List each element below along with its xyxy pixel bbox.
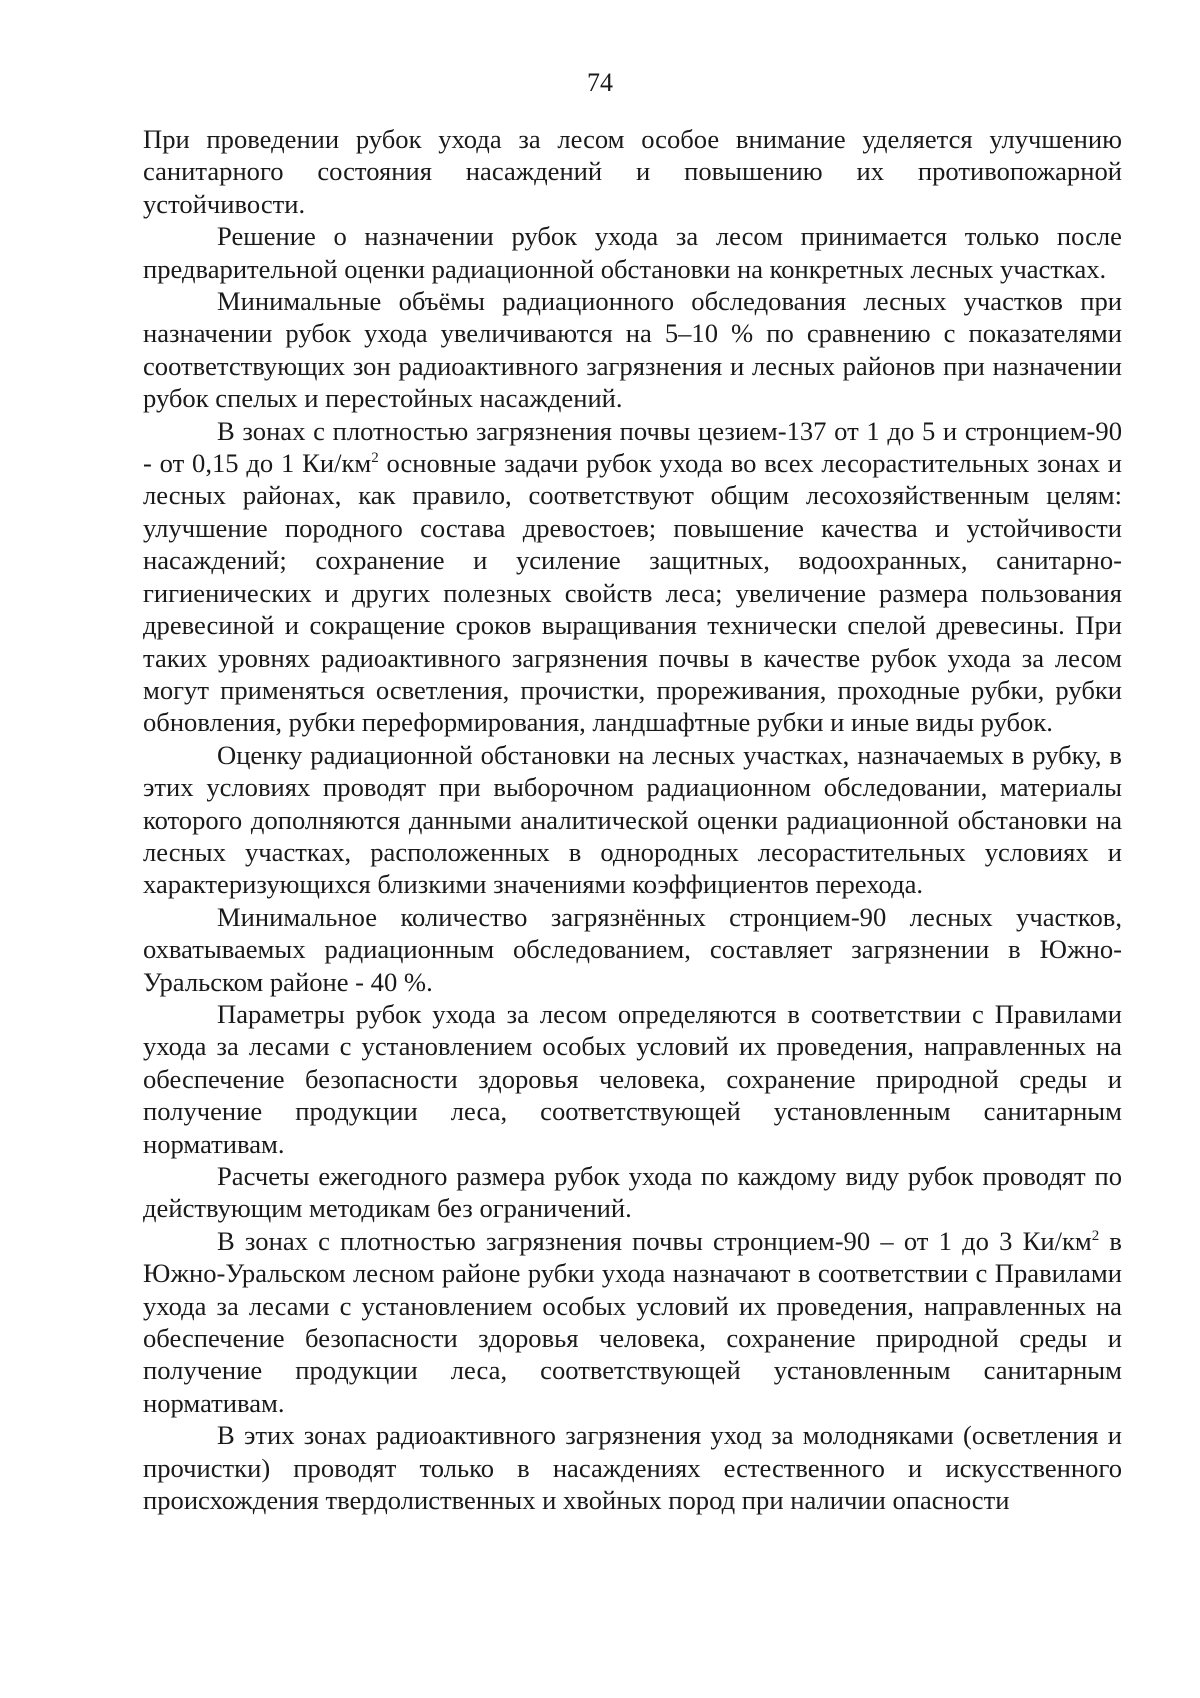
superscript: 2 — [1091, 1227, 1100, 1244]
text-run: в Южно-Уральском лесном районе рубки ухода назначают в соответствии с Правилами ухода за лесами с установлением особых условий их проведения, направленных на обеспечение безопасности здоровья человека, сохранение природной среды и получение продукции леса, соответствующей установленным санитарным нормативам. — [143, 1225, 1122, 1418]
paragraph — [143, 998, 1122, 1160]
paragraph — [143, 739, 1122, 901]
text-run: В зонах с плотностью загрязнения почвы стронцием-90 – от 1 до 3 Ки/км — [217, 1225, 1092, 1256]
document-body — [143, 123, 1122, 1516]
paragraph — [143, 1419, 1122, 1516]
text-run: Минимальные объёмы радиационного обследования лесных участков при назначении рубок ухода увеличиваются на 5–10 % по сравнению с показателями соответствующих зон радиоактивного загрязнения и лесных районов при назначении рубок спелых и перестойных насаждений. — [143, 286, 1122, 414]
text-run: При проведении рубок ухода за лесом особое внимание уделяется улучшению санитарного состояния насаждений и повышению их противопожарной устойчивости. — [143, 124, 1122, 219]
paragraph — [143, 1160, 1122, 1225]
text-run: Расчеты ежегодного размера рубок ухода по каждому виду рубок проводят по действующим методикам без ограничений. — [143, 1161, 1122, 1224]
paragraph — [143, 1225, 1122, 1419]
text-run: Минимальное количество загрязнённых стронцием-90 лесных участков, охватываемых радиационным обследованием, составляет загрязнении в Южно-Уральском районе - 40 %. — [143, 901, 1122, 997]
superscript: 2 — [371, 450, 379, 467]
paragraph — [143, 123, 1122, 220]
paragraph — [143, 285, 1122, 415]
paragraph — [143, 415, 1122, 739]
text-run: Параметры рубок ухода за лесом определяются в соответствии с Правилами ухода за лесами с установлением особых условий их проведения, направленных на обеспечение безопасности здоровья человека, сохранение природной среды и получение продукции леса, соответствующей установленным санитарным нормативам. — [143, 998, 1122, 1159]
page-number: 74 — [587, 68, 613, 97]
paragraph — [143, 220, 1122, 285]
text-run: В этих зонах радиоактивного загрязнения уход за молодняками (осветления и прочистки) проводят только в насаждениях естественного и искусственного происхождения твердолиственных и хвойных пород при наличии опасности — [143, 1420, 1122, 1516]
text-run: В зонах с плотностью загрязнения почвы цезием-137 от 1 до 5 и стронцием-90 - от 0,15 до 1 Ки/км — [143, 415, 1122, 479]
paragraph — [143, 901, 1122, 998]
text-run: Оценку радиационной обстановки на лесных участках, назначаемых в рубку, в этих условиях проводят при выборочном радиационном обследовании, материалы которого дополняются данными аналитической оценки радиационной обстановки на лесных участках, расположенных в однородных лесорастительных условиях и характеризующихся близкими значениями коэффициентов перехода. — [143, 739, 1122, 900]
text-run: Решение о назначении рубок ухода за лесом принимается только после предварительной оценки радиационной обстановки на конкретных лесных участках. — [143, 221, 1122, 284]
text-run: основные задачи рубок ухода во всех лесорастительных зонах и лесных районах, как правило, соответствуют общим лесохозяйственным целям: улучшение породного состава древостоев; повышение качества и устойчивости насаждений; сохранение и усиление защитных, водоохранных, санитарно-гигиенических и других полезных свойств леса; увеличение размера пользования древесиной и сокращение сроков выращивания технически спелой древесины. При таких уровнях радиоактивного загрязнения почвы в качестве рубок ухода за лесом могут применяться осветления, прочистки, прореживания, проходные рубки, рубки обновления, рубки переформирования, ландшафтные рубки и иные виды рубок. — [143, 448, 1122, 738]
